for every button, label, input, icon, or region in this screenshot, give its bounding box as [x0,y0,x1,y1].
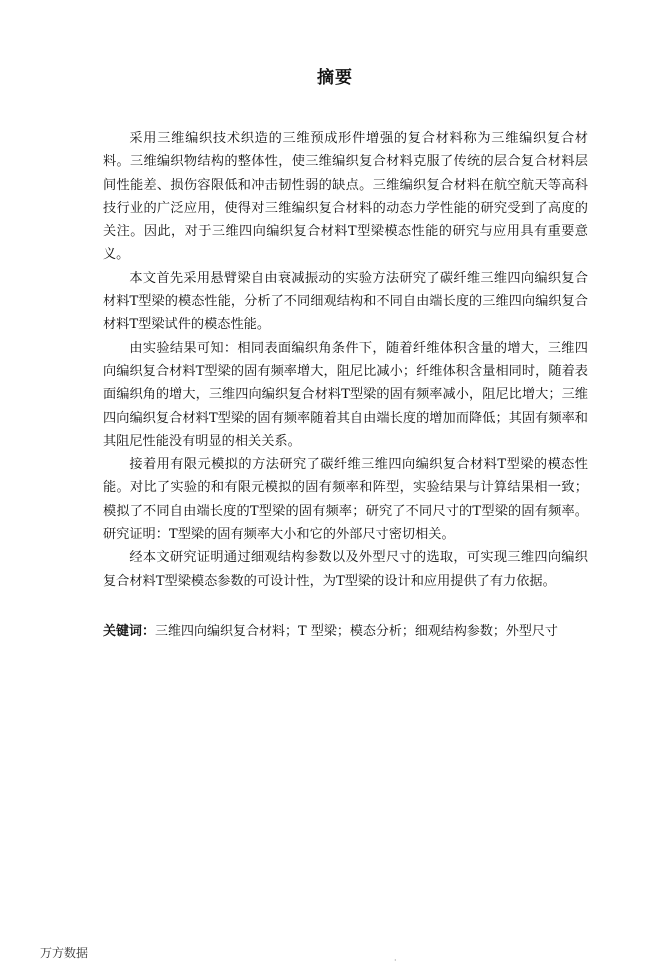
abstract-paragraph-5: 经本文研究证明通过细观结构参数以及外型尺寸的选取，可实现三维四向编织复合材料T型梁模态参数的可设计性，为T型梁的设计和应用提供了有力依据。 [103,550,588,589]
keywords-line [103,620,603,643]
page-mark: · [394,956,397,965]
page-title: 摘要 [317,68,353,88]
abstract-paragraph-1: 采用三维编织技术织造的三维预成形件增强的复合材料称为三维编织复合材料。三维编织物结构的整体性，使三维编织复合材料克服了传统的层合复合材料层间性能差、损伤容限低和冲击韧性弱的缺点。三维编织复合材料在航空航天等高科技行业的广泛应用，使得对三维编织复合材料的动态力学性能的研究受到了高度的关注。因此，对于三维四向编织复合材料T型梁模态性能的研究与应用具有重要意义。 [103,131,588,263]
abstract-body [103,127,588,593]
keywords-text: 三维四向编织复合材料；T 型梁；模态分析；细观结构参数；外型尺寸 [155,624,558,639]
abstract-paragraph-3: 由实验结果可知：相同表面编织角条件下，随着纤维体积含量的增大，三维四向编织复合材料T型梁的固有频率增大，阻尼比减小；纤维体积含量相同时，随着表面编织角的增大，三维四向编织复合材料T型梁的固有频率减小，阻尼比增大；三维四向编织复合材料T型梁的固有频率随着其自由端长度的增加而降低；其固有频率和其阻尼性能没有明显的相关关系。 [103,340,588,449]
abstract-paragraph-4: 接着用有限元模拟的方法研究了碳纤维三维四向编织复合材料T型梁的模态性能。对比了实验的和有限元模拟的固有频率和阵型，实验结果与计算结果相一致；模拟了不同自由端长度的T型梁的固有频率；研究了不同尺寸的T型梁的固有频率。研究证明：T型梁的固有频率大小和它的外部尺寸密切相关。 [103,457,588,543]
abstract-paragraph-2: 本文首先采用悬臂梁自由衰减振动的实验方法研究了碳纤维三维四向编织复合材料T型梁的模态性能，分析了不同细观结构和不同自由端长度的三维四向编织复合材料T型梁试件的模态性能。 [103,270,588,333]
keywords-label: 关键词： [103,624,156,639]
footer-watermark: 万方数据 [40,946,89,960]
